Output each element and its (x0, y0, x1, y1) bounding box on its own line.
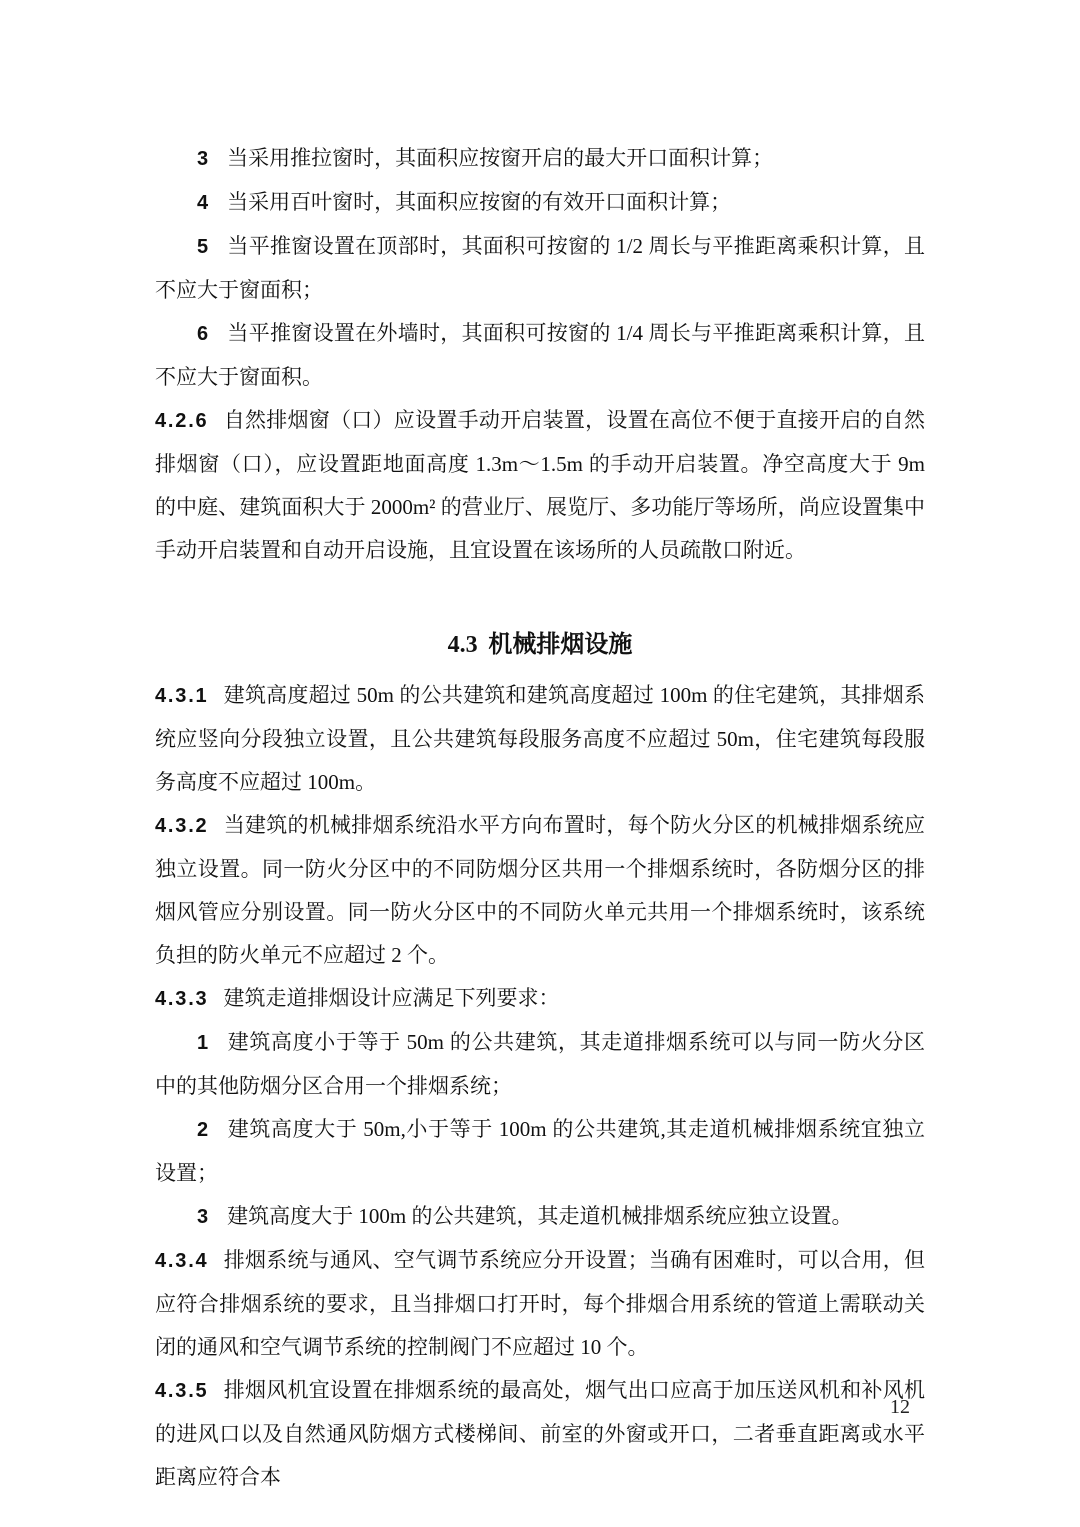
clause-text: 自然排烟窗（口）应设置手动开启装置，设置在高位不便于直接开启的自然排烟窗（口），应设置距地面高度 1.3m～1.5m 的手动开启装置。净空高度大于 9m 的中庭、建筑面积大于 2000m² 的营业厅、展览厅、多功能厅等场所，尚应设置集中手动开启装置和自动开启设施，且宜设置在该场所的人员疏散口附近。 (155, 408, 925, 562)
list-item-number: 3 (197, 1206, 209, 1228)
list-item-text: 建筑高度大于 100m 的公共建筑，其走道机械排烟系统应独立设置。 (227, 1204, 853, 1228)
clause-number: 4.2.6 (155, 410, 209, 432)
section-title: 机械排烟设施 (488, 631, 633, 658)
clause-number: 4.3.1 (155, 685, 209, 707)
section-number: 4.3 (447, 632, 478, 658)
list-item-1 (155, 1021, 925, 1108)
list-item-4 (155, 181, 925, 225)
page-number: 12 (890, 1396, 910, 1418)
list-item-number: 6 (197, 323, 209, 345)
list-item-6 (155, 312, 925, 399)
clause-4-3-5 (155, 1369, 925, 1499)
list-item-text: 建筑高度小于等于 50m 的公共建筑，其走道排烟系统可以与同一防火分区中的其他防烟分区合用一个排烟系统； (155, 1030, 925, 1098)
clause-text: 建筑走道排烟设计应满足下列要求： (223, 986, 560, 1010)
list-item-number: 3 (197, 148, 209, 170)
clause-text: 排烟系统与通风、空气调节系统应分开设置；当确有困难时，可以合用，但应符合排烟系统的要求，且当排烟口打开时，每个排烟合用系统的管道上需联动关闭的通风和空气调节系统的控制阀门不应超过 10 个。 (155, 1248, 925, 1359)
clause-4-3-3 (155, 977, 925, 1021)
clause-text: 当建筑的机械排烟系统沿水平方向布置时，每个防火分区的机械排烟系统应独立设置。同一防火分区中的不同防烟分区共用一个排烟系统时，各防烟分区的排烟风管应分别设置。同一防火分区中的不同防火单元共用一个排烟系统时，该系统负担的防火单元不应超过 2 个。 (155, 813, 925, 967)
clause-number: 4.3.4 (155, 1250, 209, 1272)
clause-4-3-2 (155, 804, 925, 977)
clause-text: 排烟风机宜设置在排烟系统的最高处，烟气出口应高于加压送风机和补风机的进风口以及自然通风防烟方式楼梯间、前室的外窗或开口，二者垂直距离或水平距离应符合本 (155, 1378, 925, 1489)
list-item-number: 1 (197, 1032, 209, 1054)
clause-number: 4.3.5 (155, 1380, 209, 1402)
list-item-number: 4 (197, 192, 209, 214)
list-item-3 (155, 137, 925, 181)
clause-4-3-4 (155, 1239, 925, 1369)
list-item-text: 建筑高度大于 50m,小于等于 100m 的公共建筑,其走道机械排烟系统宜独立设置； (155, 1117, 925, 1185)
list-item-2 (155, 1108, 925, 1195)
list-item-text: 当采用百叶窗时，其面积应按窗的有效开口面积计算； (227, 190, 732, 214)
clause-4-3-1 (155, 674, 925, 804)
section-heading-4-3 (155, 622, 925, 668)
clause-text: 建筑高度超过 50m 的公共建筑和建筑高度超过 100m 的住宅建筑，其排烟系统应竖向分段独立设置，且公共建筑每段服务高度不应超过 50m，住宅建筑每段服务高度不应超过 100m。 (155, 683, 925, 794)
clause-number: 4.3.2 (155, 815, 209, 837)
list-item-number: 2 (197, 1119, 209, 1141)
clause-number: 4.3.3 (155, 988, 209, 1010)
clause-4-2-6 (155, 399, 925, 572)
list-item-text: 当平推窗设置在顶部时，其面积可按窗的 1/2 周长与平推距离乘积计算，且不应大于窗面积； (155, 234, 925, 302)
page-body (155, 137, 925, 1499)
list-item-text: 当平推窗设置在外墙时，其面积可按窗的 1/4 周长与平推距离乘积计算，且不应大于窗面积。 (155, 321, 925, 389)
list-item-3b (155, 1195, 925, 1239)
list-item-5 (155, 225, 925, 312)
list-item-number: 5 (197, 236, 209, 258)
list-item-text: 当采用推拉窗时，其面积应按窗开启的最大开口面积计算； (227, 146, 774, 170)
